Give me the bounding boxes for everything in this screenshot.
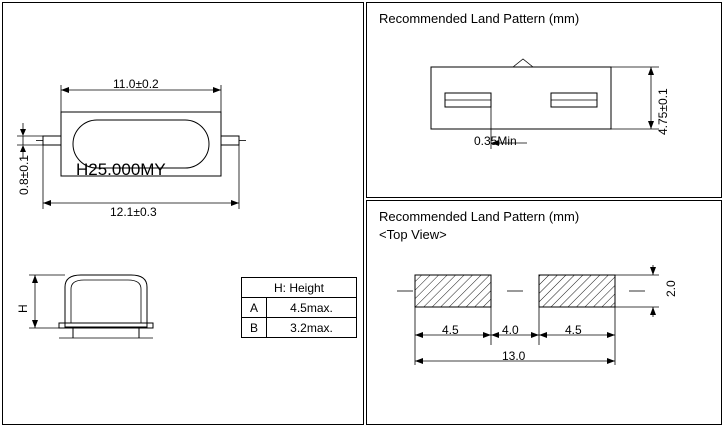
table-row-header: [242, 278, 357, 298]
dim-body-width-label: 11.0±0.2: [113, 77, 159, 91]
height-table-value-a: 4.5max.: [267, 298, 357, 318]
height-table-key-b: B: [242, 318, 267, 338]
height-table-header: H: Height: [242, 278, 357, 298]
dim-gap-label: 4.0: [502, 323, 519, 337]
dim-total-label: 13.0: [502, 349, 526, 363]
dim-land-gap-label: 0.35Min: [474, 134, 517, 148]
panel-land-pattern-side: [366, 2, 722, 198]
side-view-drawing: [3, 261, 243, 351]
table-row: [242, 318, 357, 338]
height-table: [241, 277, 357, 338]
dim-height-label: H: [16, 304, 30, 313]
bottom-right-panel-subtitle: <Top View>: [379, 227, 447, 242]
dim-lead-height-label: 0.8±0.1: [17, 155, 31, 195]
table-row: [242, 298, 357, 318]
part-marking-label: H25.000MY: [76, 160, 166, 179]
dim-land-vertical-label: 4.75±0.1: [656, 88, 670, 135]
panel-land-pattern-top: [366, 200, 722, 425]
top-right-panel-title: Recommended Land Pattern (mm): [379, 11, 580, 26]
dim-pad-left-label: 4.5: [442, 323, 459, 337]
top-view-drawing: [3, 63, 363, 253]
panel-left-views: [2, 2, 364, 425]
dim-pad-right-label: 4.5: [565, 323, 582, 337]
land-pattern-top-drawing: [367, 253, 723, 423]
bottom-right-panel-title: Recommended Land Pattern (mm): [379, 209, 580, 224]
dim-overall-width-label: 12.1±0.3: [110, 205, 157, 219]
height-table-value-b: 3.2max.: [267, 318, 357, 338]
dim-pad-height-label: 2.0: [664, 280, 678, 297]
height-table-key-a: A: [242, 298, 267, 318]
